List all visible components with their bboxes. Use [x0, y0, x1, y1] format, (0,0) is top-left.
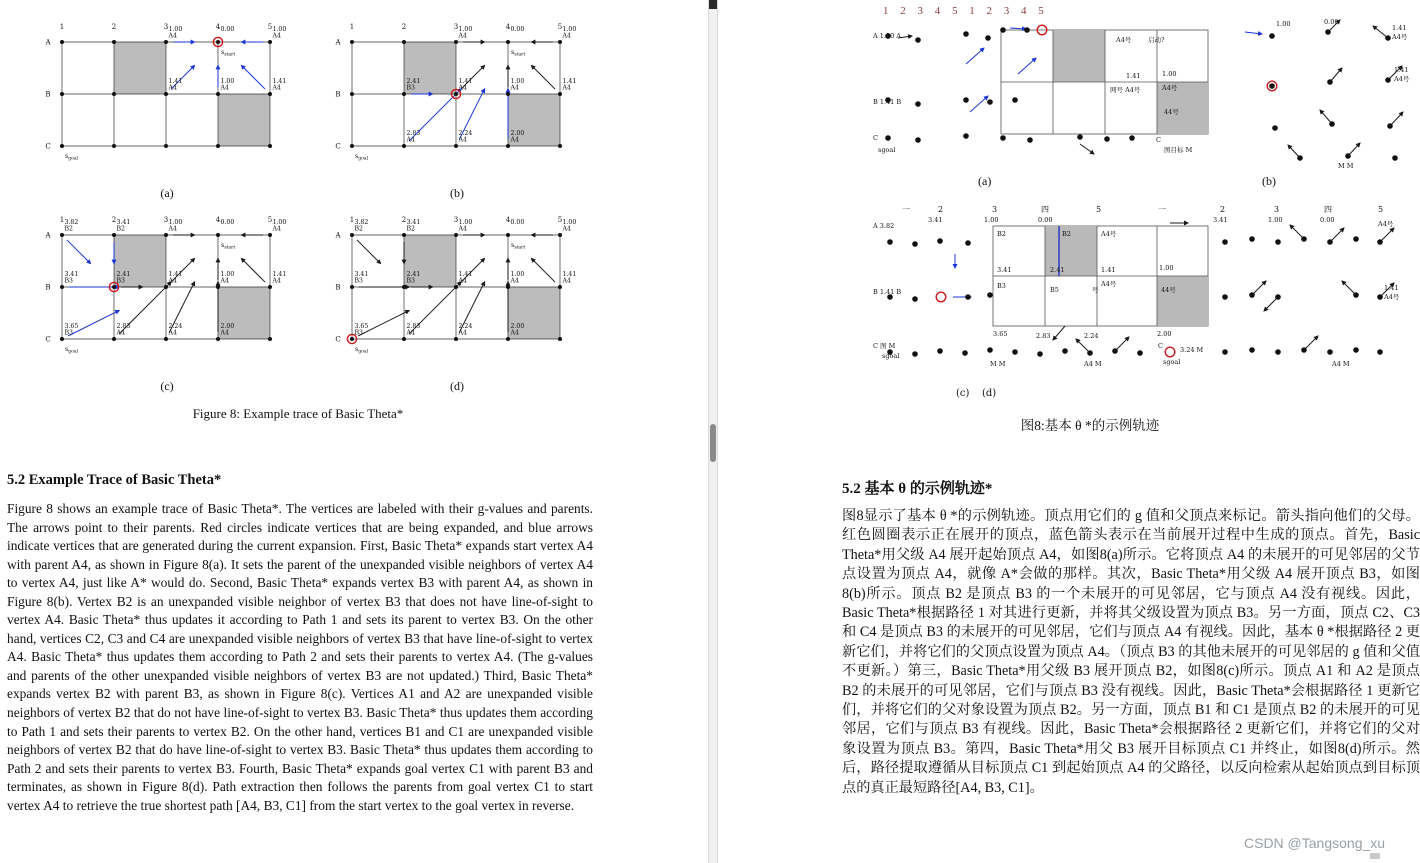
- svg-text:B: B: [335, 90, 341, 99]
- svg-text:2.00: 2.00: [510, 130, 525, 137]
- svg-text:sstart: $s_{start}$: [511, 242, 526, 251]
- scrollbar-top-mark: [709, 0, 717, 9]
- svg-text:2: 2: [111, 216, 117, 224]
- svg-text:(c): (c): [956, 388, 970, 399]
- svg-text:0.00: 0.00: [220, 219, 235, 226]
- svg-text:0.00: 0.00: [1038, 216, 1053, 224]
- svg-text:B3: B3: [116, 277, 125, 285]
- svg-text:2.41: 2.41: [406, 78, 421, 85]
- svg-text:A 3.82: A 3.82: [873, 222, 895, 230]
- svg-text:M M: M M: [1338, 162, 1354, 170]
- english-page: [0, 0, 708, 863]
- svg-text:B3: B3: [354, 329, 363, 337]
- svg-text:A4: A4: [168, 32, 177, 40]
- figure-8c-canvas: [37, 209, 297, 377]
- svg-text:sgoal: $s_{goal}$: [65, 346, 79, 355]
- svg-text:2.83: 2.83: [406, 130, 421, 137]
- svg-text:3.41: 3.41: [64, 271, 79, 278]
- svg-text:2.24: 2.24: [458, 323, 473, 330]
- svg-text:A4: A4: [458, 329, 467, 337]
- svg-text:A4: A4: [168, 329, 177, 337]
- svg-text:A4: A4: [458, 225, 467, 233]
- svg-text:A4: A4: [272, 32, 281, 40]
- svg-text:2.00: 2.00: [1157, 330, 1172, 338]
- svg-text:2.00: 2.00: [510, 323, 525, 330]
- svg-text:B3: B3: [64, 329, 73, 337]
- svg-text:3.82: 3.82: [354, 219, 369, 226]
- svg-text:1.41: 1.41: [1384, 284, 1399, 292]
- figure-caption-translated: 图8:基本 θ *的示例轨迹: [1020, 418, 1160, 433]
- svg-text:1.41: 1.41: [458, 78, 473, 85]
- svg-text:3.41: 3.41: [1213, 216, 1228, 224]
- svg-text:A4: A4: [406, 329, 415, 337]
- svg-text:B3: B3: [354, 277, 363, 285]
- svg-text:4: 4: [505, 216, 511, 224]
- svg-text:1: 1: [349, 23, 355, 31]
- svg-text:1.41: 1.41: [458, 271, 473, 278]
- svg-text:A4 M: A4 M: [1084, 360, 1102, 368]
- figure-8c: [22, 209, 312, 394]
- svg-text:5: 5: [1378, 205, 1384, 214]
- svg-text:0.00: 0.00: [220, 26, 235, 33]
- svg-text:一: 一: [902, 205, 910, 214]
- svg-text:1: 1: [349, 216, 355, 224]
- svg-text:号: 号: [1092, 286, 1099, 294]
- svg-text:44号: 44号: [1161, 286, 1176, 294]
- svg-text:B: B: [45, 90, 51, 99]
- svg-text:1.00: 1.00: [458, 219, 473, 226]
- svg-text:A: A: [45, 38, 51, 47]
- chinese-page: [720, 0, 1420, 863]
- svg-text:2.41: 2.41: [406, 271, 421, 278]
- svg-text:B2: B2: [354, 225, 363, 233]
- svg-text:0.00: 0.00: [1324, 18, 1339, 26]
- svg-text:1.00: 1.00: [1159, 264, 1174, 272]
- svg-text:1.41: 1.41: [1392, 24, 1407, 32]
- svg-text:一: 一: [1158, 205, 1166, 214]
- svg-text:3.65: 3.65: [64, 323, 79, 330]
- svg-text:A4: A4: [562, 32, 571, 40]
- svg-text:A4: A4: [510, 329, 519, 337]
- figure-8d-canvas: [327, 209, 587, 377]
- svg-text:sgoal: sgoal: [1163, 358, 1181, 366]
- svg-text:B5: B5: [1050, 286, 1059, 294]
- svg-text:A4号: A4号: [1101, 230, 1117, 238]
- svg-text:A4: A4: [116, 329, 125, 337]
- svg-text:A4: A4: [510, 277, 519, 285]
- scrollbar[interactable]: [708, 0, 718, 863]
- svg-text:sgoal: sgoal: [882, 352, 900, 360]
- svg-text:M M: M M: [990, 360, 1006, 368]
- svg-text:启动?: 启动?: [1148, 36, 1165, 44]
- svg-text:C: C: [873, 134, 878, 142]
- svg-text:A4: A4: [272, 225, 281, 233]
- svg-text:1.00: 1.00: [220, 271, 235, 278]
- svg-text:A4: A4: [562, 84, 571, 92]
- svg-text:3: 3: [992, 205, 998, 214]
- svg-text:1.00: 1.00: [562, 219, 577, 226]
- svg-text:B: B: [45, 283, 51, 292]
- svg-text:3.41: 3.41: [354, 271, 369, 278]
- svg-text:sstart: $s_{start}$: [221, 242, 236, 251]
- svg-text:2: 2: [938, 205, 944, 214]
- svg-text:C: C: [1156, 136, 1161, 144]
- svg-text:B3: B3: [64, 277, 73, 285]
- svg-text:3.41: 3.41: [928, 216, 943, 224]
- subfigure-label-a: (a): [160, 186, 174, 200]
- svg-text:5: 5: [557, 216, 563, 224]
- svg-text:sgoal: $s_{goal}$: [65, 153, 79, 162]
- svg-text:B: B: [335, 283, 341, 292]
- svg-text:sstart: $s_{start}$: [511, 49, 526, 58]
- section-heading: 5.2 Example Trace of Basic Theta*: [7, 472, 222, 488]
- svg-text:C: C: [1158, 342, 1163, 350]
- svg-text:3: 3: [163, 216, 169, 224]
- svg-text:1.41: 1.41: [1126, 72, 1141, 80]
- section-body: Figure 8 shows an example trace of Basic Theta*. The vertices are labeled with their g-values and parents. The arrows point to their parents. Red circles indicate vertices that are being expanded, and blue arrows indicate vertices that are generated during the current expansion. First, Basic Theta* expands start vertex A4 with parent A4, as shown in Figure 8(a). It sets the parent of the unexpanded visible neighbors of vertex A4 to vertex A4, just like A* would do. Second, Basic Theta* expands vertex B3 with parent A4, as shown in Figure 8(b). Vertex B2 is an unexpanded visible neighbor of vertex B3 that does not have line-of-sight to vertex A4. Basic Theta* thus updates it according to Path 1 and sets its parent to vertex B3. On the other hand, vertices C2, C3 and C4 are unexpanded visible neighbors of vertex B3 that have line-of-sight to vertex A4. Basic Theta* thus updates them according to Path 2 and sets their parents to vertex A4. (The g-values and parents of the other unexpanded visible neighbors of vertex B3 are not updated.) Third, Basic Theta* expands vertex B2 with parent B3, as shown in Figure 8(c). Vertices A1 and A2 are unexpanded visible neighbors of vertex B2 that do not have line-of-sight to vertex B3. Basic Theta* thus updates them according to Path 1 and sets their parents to vertex B2. On the other hand, vertices B1 and C1 are unexpanded visible neighbors of vertex B2 that do have line-of-sight to vertex B3. Basic Theta* thus updates them according to Path 2 and sets their parents to vertex B3. Fourth, Basic Theta* expands goal vertex C1 with parent B3 and terminates, as shown in Figure 8(d). Path extraction then follows the parents from goal vertex C1 to start vertex A4 to retrieve the true shortest path [A4, B3, C1] from the start vertex to the goal vertex in reverse.: [7, 501, 593, 813]
- svg-text:B3: B3: [997, 282, 1006, 290]
- svg-text:C: C: [45, 142, 51, 151]
- svg-text:3.24 M: 3.24 M: [1180, 346, 1204, 354]
- figure-8b-canvas: [327, 16, 587, 184]
- svg-text:1.00: 1.00: [272, 26, 287, 33]
- svg-text:A4: A4: [562, 277, 571, 285]
- svg-text:2.24: 2.24: [168, 323, 183, 330]
- svg-text:A 1.00 A: A 1.00 A: [873, 32, 901, 40]
- svg-text:B 1.41 B: B 1.41 B: [873, 98, 902, 106]
- svg-text:sgoal: sgoal: [878, 146, 896, 154]
- svg-text:A4号: A4号: [1101, 280, 1117, 288]
- svg-text:2.24: 2.24: [1084, 332, 1099, 340]
- svg-text:1.00: 1.00: [984, 216, 999, 224]
- grid-column-numbers: 1 2 3 4 5 1 2 3 4 5: [883, 5, 1049, 17]
- svg-text:1: 1: [59, 216, 65, 224]
- subfigure-label-a-translated: (a): [978, 174, 992, 188]
- figure-8cd-translated-canvas: [870, 196, 1415, 401]
- svg-text:网号 A4号: 网号 A4号: [1110, 86, 1141, 94]
- svg-text:1.00: 1.00: [1268, 216, 1283, 224]
- svg-text:1.41: 1.41: [1394, 66, 1409, 74]
- svg-text:1.00: 1.00: [1162, 70, 1177, 78]
- svg-text:1.41: 1.41: [272, 78, 287, 85]
- svg-text:A: A: [335, 38, 341, 47]
- svg-text:3: 3: [1274, 205, 1280, 214]
- svg-text:A4: A4: [458, 136, 467, 144]
- svg-text:B 1.41 B: B 1.41 B: [873, 288, 902, 296]
- svg-text:(d): (d): [982, 388, 997, 399]
- svg-text:0.00: 0.00: [1320, 216, 1335, 224]
- svg-text:A4: A4: [220, 84, 229, 92]
- svg-text:1.00: 1.00: [458, 26, 473, 33]
- subfigure-label-b: (b): [450, 186, 464, 200]
- svg-text:5: 5: [557, 23, 563, 31]
- svg-text:4: 4: [215, 216, 221, 224]
- svg-text:3: 3: [163, 23, 169, 31]
- svg-text:2.00: 2.00: [220, 323, 235, 330]
- svg-text:1.41: 1.41: [562, 78, 577, 85]
- svg-text:A: A: [335, 231, 341, 240]
- svg-text:sgoal: $s_{goal}$: [355, 346, 369, 355]
- figure-8a: [22, 16, 312, 201]
- svg-text:1.00: 1.00: [510, 271, 525, 278]
- svg-text:5: 5: [267, 216, 273, 224]
- csdn-watermark: CSDN @Tangsong_xu: [1244, 835, 1386, 851]
- svg-text:2.83: 2.83: [116, 323, 131, 330]
- svg-text:1.00: 1.00: [510, 78, 525, 85]
- svg-text:0.00: 0.00: [510, 26, 525, 33]
- figure-8d: [312, 209, 602, 394]
- svg-text:1.00: 1.00: [1276, 20, 1291, 28]
- svg-text:A4: A4: [510, 136, 519, 144]
- section-heading-translated: 5.2 基本 θ 的示例轨迹*: [842, 481, 993, 497]
- svg-text:1.00: 1.00: [168, 219, 183, 226]
- svg-text:1.41: 1.41: [168, 271, 183, 278]
- svg-text:B3: B3: [406, 277, 415, 285]
- svg-text:A4: A4: [168, 277, 177, 285]
- svg-text:1.41: 1.41: [272, 271, 287, 278]
- svg-text:3.65: 3.65: [993, 330, 1008, 338]
- svg-text:A: A: [45, 231, 51, 240]
- svg-text:A4号: A4号: [1378, 220, 1394, 228]
- svg-text:A4号: A4号: [1392, 33, 1408, 41]
- figure-8b-translated-canvas: [1240, 14, 1420, 184]
- svg-text:四: 四: [1041, 205, 1049, 214]
- svg-text:A4: A4: [406, 136, 415, 144]
- svg-text:1.41: 1.41: [1101, 266, 1116, 274]
- svg-text:A4: A4: [272, 277, 281, 285]
- svg-text:A4号: A4号: [1394, 75, 1410, 83]
- svg-text:3.82: 3.82: [64, 219, 79, 226]
- svg-text:2: 2: [401, 23, 407, 31]
- svg-text:A4: A4: [168, 84, 177, 92]
- svg-text:3: 3: [453, 216, 459, 224]
- svg-text:2.41: 2.41: [116, 271, 131, 278]
- svg-text:B3: B3: [406, 84, 415, 92]
- subfigure-label-c: (c): [160, 379, 174, 393]
- svg-text:A4: A4: [458, 32, 467, 40]
- svg-text:A4: A4: [220, 277, 229, 285]
- section-body-translated: 图8显示了基本 θ *的示例轨迹。顶点用它们的 g 值和父顶点来标记。箭头指向他们的父母。红色圆圈表示正在展开的顶点，蓝色箭头表示在当前展开过程中生成的顶点。首先，Basic Theta*用父级 A4 展开起始顶点 A4，如图8(a)所示。它将顶点 A4 的未展开的可见邻居的父节点设置为顶点 A4，就像 A*会做的那样。其次，Basic Theta*用父级 A4 展开顶点 B3，如图8(b)所示。顶点 B2 是顶点 B3 的一个未展开的可见邻居，它与顶点 A4 没有视线。因此，Basic Theta*根据路径 1 对其进行更新，并将其父级设置为顶点 B3。另一方面，顶点 C2、C3 和 C4 是顶点 B3 的未展开的可见邻居，它们与顶点 A4 有视线。因此，基本 θ *根据路径 2 更新它们，并将它们的父顶点设置为顶点 A4。（顶点 B3 的其他未展开的可见邻居的 g 值和父值不更新。）第三，Basic Theta*用父级 B3 展开顶点 B2，如图8(c)所示。顶点 A1 和 A2 是顶点 B2 的未展开的可见邻居，它们与顶点 B3 没有视线。因此，Basic Theta*会根据路径 1 更新它们，并将它们的父对象设置为顶点 B2。另一方面，顶点 B1 和 C1 是顶点 B2 的未展开的可见邻居，它们与顶点 B3 有视线。因此，Basic Theta*会根据路径 2 更新它们，并将它们的父对象设置为顶点 B3。第四，Basic Theta*用父 B3 展开目标顶点 C1 并终止，如图8(d)所示。然后，路径提取遵循从目标顶点 C1 到起始顶点 A4 的父路径，以反向检索从起始顶点到目标顶点的真正最短路径[A4, B3, C1]。: [842, 508, 1420, 796]
- svg-text:3.41: 3.41: [406, 219, 421, 226]
- svg-text:2.83: 2.83: [406, 323, 421, 330]
- svg-text:B2: B2: [116, 225, 125, 233]
- svg-text:3.41: 3.41: [116, 219, 131, 226]
- svg-text:C: C: [335, 335, 341, 344]
- svg-text:4: 4: [215, 23, 221, 31]
- svg-text:5: 5: [1096, 205, 1102, 214]
- svg-text:四: 四: [1324, 205, 1332, 214]
- svg-text:sgoal: $s_{goal}$: [355, 153, 369, 162]
- svg-text:0.00: 0.00: [510, 219, 525, 226]
- svg-text:2: 2: [1220, 205, 1226, 214]
- svg-text:2: 2: [401, 216, 407, 224]
- svg-text:1.00: 1.00: [168, 26, 183, 33]
- svg-text:C: C: [335, 142, 341, 151]
- svg-text:3.65: 3.65: [354, 323, 369, 330]
- svg-text:1.00: 1.00: [272, 219, 287, 226]
- svg-text:A4: A4: [458, 84, 467, 92]
- svg-text:A4: A4: [562, 225, 571, 233]
- svg-text:B2: B2: [1062, 230, 1071, 238]
- svg-text:2.41: 2.41: [1050, 266, 1065, 274]
- svg-text:A4号: A4号: [1116, 36, 1132, 44]
- svg-text:2: 2: [111, 23, 117, 31]
- svg-text:2.24: 2.24: [458, 130, 473, 137]
- svg-text:1.41: 1.41: [168, 78, 183, 85]
- figure-caption: Figure 8: Example trace of Basic Theta*: [192, 406, 404, 421]
- corner-mark: [1370, 853, 1380, 859]
- subfigure-label-b-translated: (b): [1262, 174, 1276, 188]
- svg-text:5: 5: [267, 23, 273, 31]
- svg-text:A4: A4: [168, 225, 177, 233]
- figure-8: [22, 16, 602, 394]
- svg-text:A4号: A4号: [1162, 84, 1178, 92]
- svg-text:1: 1: [59, 23, 65, 31]
- svg-text:C 图 M: C 图 M: [873, 342, 896, 350]
- svg-text:A4: A4: [458, 277, 467, 285]
- svg-text:4: 4: [505, 23, 511, 31]
- figure-8a-translated-canvas: [870, 14, 1215, 184]
- svg-text:1.00: 1.00: [220, 78, 235, 85]
- svg-text:A4: A4: [510, 84, 519, 92]
- figure-8a-canvas: [37, 16, 297, 184]
- svg-text:1.00: 1.00: [562, 26, 577, 33]
- svg-text:sstart: $s_{start}$: [221, 49, 236, 58]
- svg-text:A4号: A4号: [1384, 293, 1400, 301]
- scrollbar-thumb[interactable]: [710, 424, 716, 462]
- svg-text:3: 3: [453, 23, 459, 31]
- svg-text:C: C: [45, 335, 51, 344]
- svg-text:B2: B2: [406, 225, 415, 233]
- svg-text:A4 M: A4 M: [1332, 360, 1350, 368]
- svg-text:A4: A4: [220, 329, 229, 337]
- svg-text:2.83: 2.83: [1036, 332, 1051, 340]
- svg-text:A4: A4: [272, 84, 281, 92]
- svg-text:B2: B2: [997, 230, 1006, 238]
- figure-8b: [312, 16, 602, 201]
- svg-text:44号: 44号: [1164, 108, 1179, 116]
- subfigure-label-d: (d): [450, 379, 464, 393]
- svg-text:图目标 M: 图目标 M: [1164, 146, 1193, 154]
- svg-text:B2: B2: [64, 225, 73, 233]
- svg-text:1.41: 1.41: [562, 271, 577, 278]
- svg-text:3.41: 3.41: [997, 266, 1012, 274]
